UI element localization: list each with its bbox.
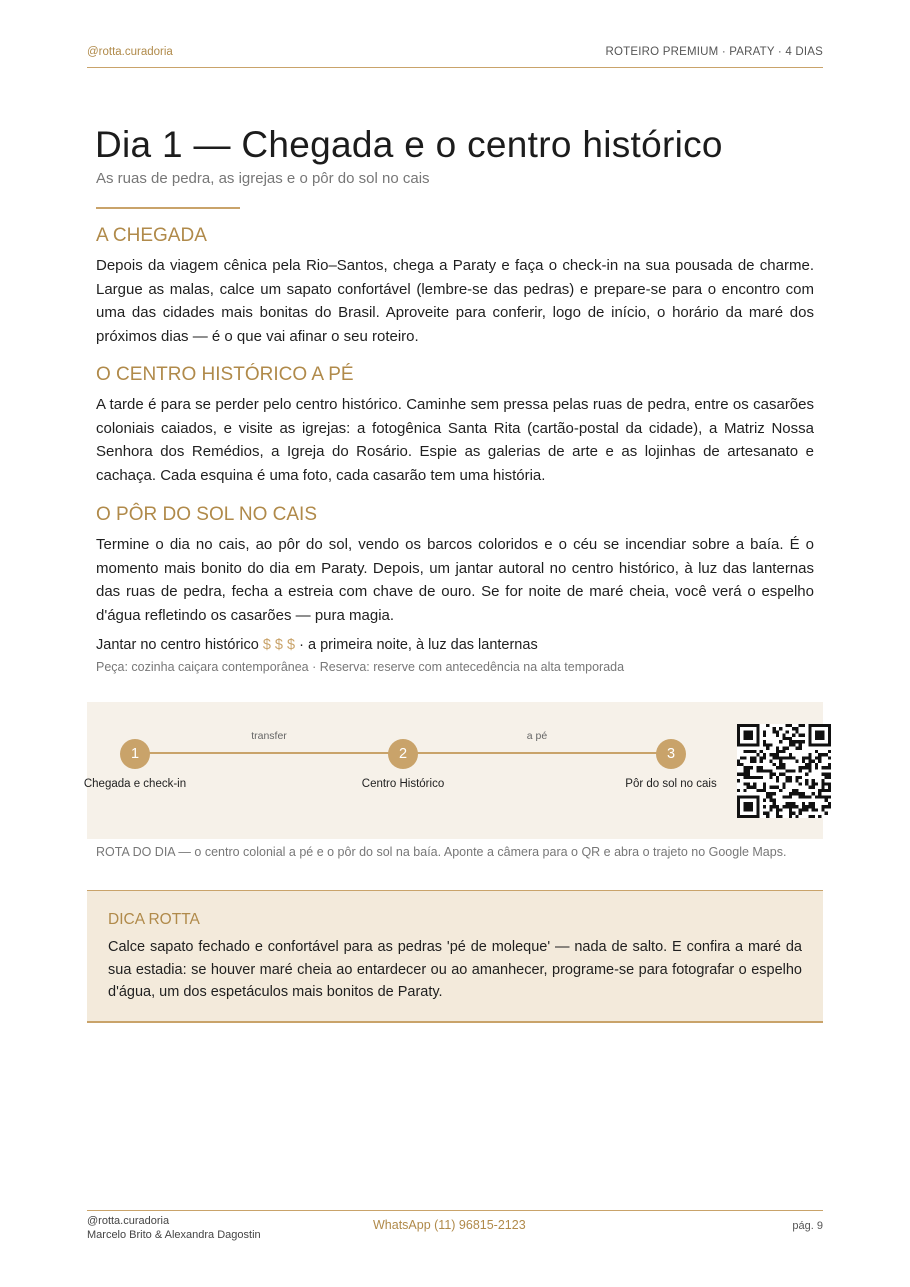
route-leg-label: transfer <box>251 730 287 742</box>
tip-box <box>87 890 823 1023</box>
section-heading: O CENTRO HISTÓRICO A PÉ <box>96 364 354 385</box>
price-indicator: $ $ $ <box>262 637 296 653</box>
route-leg-label: a pé <box>526 730 548 742</box>
section-heading: A CHEGADA <box>96 225 207 246</box>
page-subtitle: As ruas de pedra, as igrejas e o pôr do sol no cais <box>96 170 430 187</box>
qr-code-icon[interactable] <box>737 724 831 818</box>
dinner-suffix: · a primeira noite, à luz das lanternas <box>299 637 538 653</box>
tip-heading: DICA ROTTA <box>108 911 200 928</box>
section-heading: O PÔR DO SOL NO CAIS <box>96 504 318 525</box>
section-arrival <box>96 225 814 348</box>
footer-authors: Marcelo Brito & Alexandra Dagostin <box>87 1229 261 1241</box>
route-caption: ROTA DO DIA — o centro colonial a pé e o pôr do sol na baía. Aponte a câmera para o QR e abra o trajeto no Google Maps. <box>96 845 787 859</box>
page-number: pág. 9 <box>792 1220 823 1232</box>
route-map <box>83 702 823 839</box>
section-body: A tarde é para se perder pelo centro histórico. Caminhe sem pressa pelas ruas de pedra, entre os casarões coloniais caiados, e visite as igrejas: a fotogênica Santa Rita (cartão-postal da cidade), a Matriz Nossa Senhora dos Remédios, a Igreja do Rosário. Espie as galerias de arte e as lojinhas de artesanato e cachaça. Cada esquina é uma foto, cada casarão tem uma história. <box>96 396 814 484</box>
route-stop-marker: 2 <box>388 739 418 769</box>
route-stop-label: Pôr do sol no cais <box>625 778 717 790</box>
page-title: Dia 1 — Chegada e o centro histórico <box>95 124 723 165</box>
dinner-line <box>96 637 538 653</box>
page-header <box>87 46 823 68</box>
header-doc-title: ROTEIRO PREMIUM · PARATY · 4 DIAS <box>605 46 823 58</box>
route-stop-marker: 3 <box>656 739 686 769</box>
footer-whatsapp[interactable]: WhatsApp (11) 96815-2123 <box>373 1218 526 1232</box>
route-stop-marker: 1 <box>120 739 150 769</box>
route-stop-label: Centro Histórico <box>361 778 445 790</box>
header-brand[interactable]: @rotta.curadoria <box>87 46 173 58</box>
section-historic-center <box>96 364 814 487</box>
footer-brand: @rotta.curadoria <box>87 1215 170 1227</box>
tip-body: Calce sapato fechado e confortável para as pedras 'pé de moleque' — nada de salto. E confira a maré da sua estadia: se houver maré cheia ao entardecer ou ao amanhecer, programe-se para fotografar o espelho d'água, um dos espetáculos mais bonitos de Paraty. <box>108 939 802 1000</box>
section-body: Depois da viagem cênica pela Rio–Santos, chega a Paraty e faça o check-in na sua pousada de charme. Largue as malas, calce um sapato confortável (lembre-se das pedras) e prepare-se para o encontro com uma das cidades mais bonitas do Brasil. Aproveite para conferir, logo de início, o horário da maré dos próximos dias — é o que vai afinar o seu roteiro. <box>96 257 814 345</box>
page-footer <box>87 1210 823 1241</box>
dinner-note: Peça: cozinha caiçara contemporânea · Reserva: reserve com antecedência na alta temporada <box>96 660 625 674</box>
footer-credits <box>87 1214 261 1242</box>
section-body: Termine o dia no cais, ao pôr do sol, vendo os barcos coloridos e o céu se incendiar sobre a baía. É o momento mais bonito do dia em Paraty. Depois, um jantar autoral no centro histórico, à luz das lanternas das ruas de pedra, fecha a estreia com chave de ouro. Se for noite de maré cheia, você verá o espelho d'água refletindo os casarões — pura magia. <box>96 536 814 624</box>
dinner-label: Jantar no centro histórico <box>96 637 259 653</box>
route-stop-label: Chegada e check-in <box>83 778 187 790</box>
section-sunset <box>96 504 814 627</box>
title-divider <box>96 207 240 209</box>
